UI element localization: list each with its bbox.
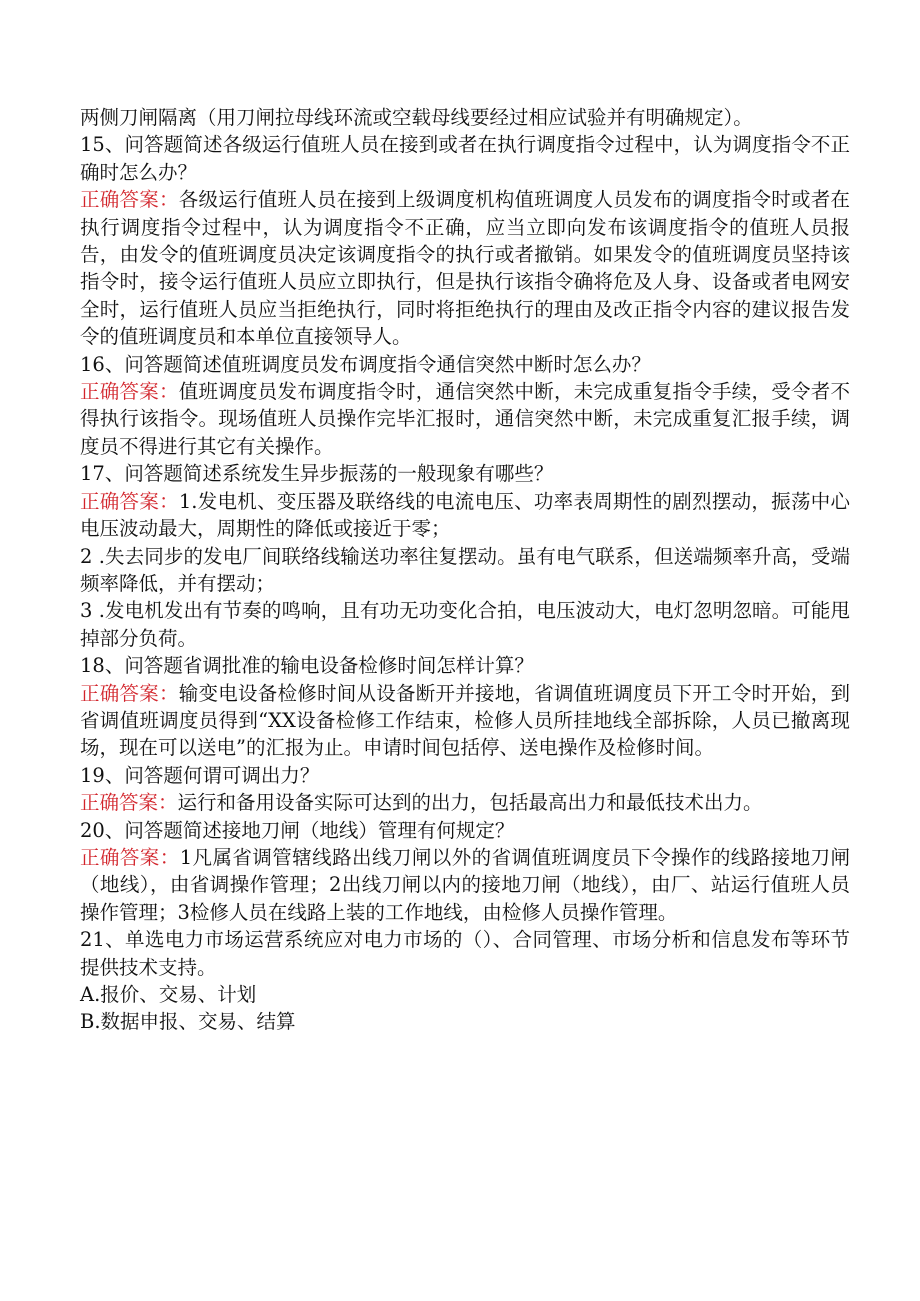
answer-text: 1.发电机、变压器及联络线的电流电压、功率表周期性的剧烈摆动，振荡中心电压波动最大，周期性的降低或接近于零； bbox=[80, 489, 850, 541]
question-16: 16、问答题简述值班调度员发布调度指令通信突然中断时怎么办？ bbox=[80, 352, 651, 376]
answer-label: 正确答案： bbox=[80, 681, 179, 705]
answer-label: 正确答案： bbox=[80, 489, 179, 513]
answer-text: 运行和备用设备实际可达到的出力，包括最高出力和最低技术出力。 bbox=[177, 791, 763, 815]
question-18: 18、问答题省调批准的输电设备检修时间怎样计算？ bbox=[80, 654, 534, 678]
answer-text: 各级运行值班人员在接到上级调度机构值班调度人员发布的调度指令时或者在执行调度指令过程中，认为调度指令不正确，应当立即向发布该调度指令的值班人员报告，由发令的值班调度员决定该调度指令的执行或者撤销。如果发令的值班调度员坚持该指令时，接令运行值班人员应立即执行，但是执行该指令确将危及人身、设备或者电网安全时，运行值班人员应当拒绝执行，同时将拒绝执行的理由及改正指令内容的建议报告发令的值班调度员和本单位直接领导人。 bbox=[80, 188, 850, 349]
answer-text: 值班调度员发布调度指令时，通信突然中断，未完成重复指令手续，受令者不得执行该指令。现场值班人员操作完毕汇报时，通信突然中断，未完成重复汇报手续，调度员不得进行其它有关操作。 bbox=[80, 380, 850, 458]
answer-17-item-2: 2 .失去同步的发电厂间联络线输送功率往复摆动。虽有电气联系，但送端频率升高，受端频率降低，并有摆动； bbox=[80, 544, 850, 595]
answer-19 bbox=[80, 789, 850, 816]
answer-text: 输变电设备检修时间从设备断开并接地，省调值班调度员下开工令时开始，到省调值班调度员得到“XX设备检修工作结束，检修人员所挂地线全部拆除，人员已撤离现场，现在可以送电”的汇报为止。申请时间包括停、送电操作及检修时间。 bbox=[80, 681, 850, 760]
intro-line: 两侧刀闸隔离（用刀闸拉母线环流或空载母线要经过相应试验并有明确规定）。 bbox=[80, 106, 753, 129]
option-a: A.报价、交易、计划 bbox=[80, 983, 257, 1006]
answer-20 bbox=[80, 844, 850, 926]
question-15: 15、问答题简述各级运行值班人员在接到或者在执行调度指令过程中，认为调度指令不正确时怎么办？ bbox=[80, 133, 850, 184]
answer-label: 正确答案： bbox=[80, 791, 178, 815]
option-b: B.数据申报、交易、结算 bbox=[80, 1010, 296, 1034]
answer-17 bbox=[80, 488, 850, 543]
answer-18 bbox=[80, 680, 850, 762]
question-20: 20、问答题简述接地刀闸（地线）管理有何规定？ bbox=[80, 818, 515, 842]
answer-15 bbox=[80, 186, 850, 350]
question-21: 21、单选电力市场运营系统应对电力市场的（）、合同管理、市场分析和信息发布等环节提供技术支持。 bbox=[80, 928, 850, 979]
answer-label: 正确答案： bbox=[80, 188, 179, 212]
question-19: 19、问答题何谓可调出力？ bbox=[80, 763, 320, 787]
document-page bbox=[80, 104, 850, 1036]
answer-16 bbox=[80, 378, 850, 460]
answer-17-item-3: 3 .发电机发出有节奏的鸣响，且有功无功变化合拍，电压波动大，电灯忽明忽暗。可能甩掉部分负荷。 bbox=[80, 599, 850, 650]
answer-label: 正确答案： bbox=[80, 845, 180, 869]
question-17: 17、问答题简述系统发生异步振荡的一般现象有哪些？ bbox=[80, 462, 554, 486]
answer-text: 1凡属省调管辖线路出线刀闸以外的省调值班调度员下令操作的线路接地刀闸（地线），由省调操作管理；2出线刀闸以内的接地刀闸（地线），由厂、站运行值班人员操作管理；3检修人员在线路上装的工作地线，由检修人员操作管理。 bbox=[80, 845, 850, 924]
answer-label: 正确答案： bbox=[80, 380, 179, 404]
